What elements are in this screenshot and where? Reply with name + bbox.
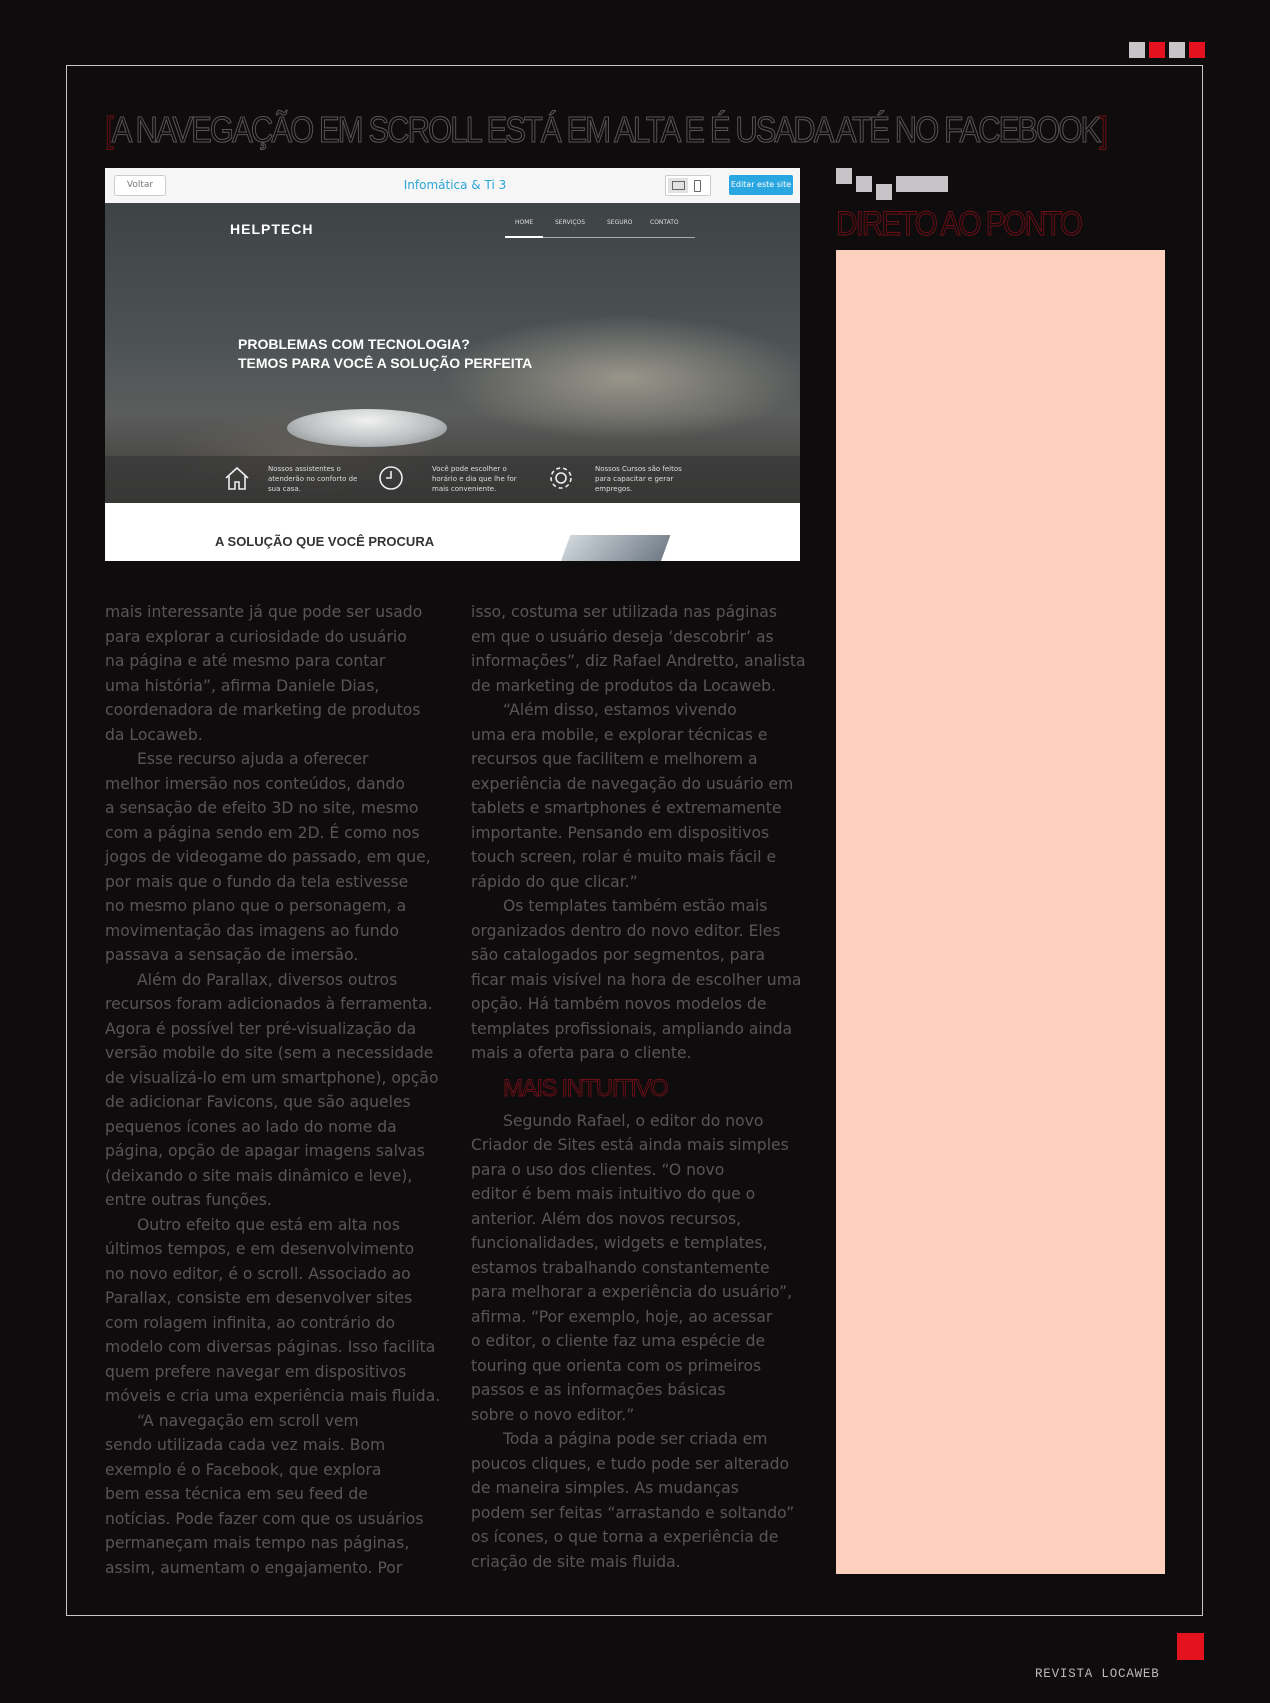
body-text-line: Parallax, consiste em desenvolver sites xyxy=(105,1289,413,1307)
body-text-line: Além do Parallax, diversos outros xyxy=(137,970,398,989)
feature-text: Nossos Cursos são feitos para capacitar e gerar empregos. xyxy=(595,465,682,493)
body-text-line: passos e as informações básicas xyxy=(471,1381,726,1399)
body-text-line: da Locaweb. xyxy=(105,725,203,744)
body-text-line: para o uso dos clientes. “O novo xyxy=(471,1160,725,1179)
solution-section xyxy=(105,503,800,561)
headline-text: A NAVEGAÇÃO EM SCROLL ESTÁ EM ALTA E É USADA ATÉ NO FACEBOOK xyxy=(111,109,1100,150)
body-text-line: em que o usuário deseja ‘descobrir’ as xyxy=(471,627,774,646)
body-text-line: versão mobile do site (sem a necessidade xyxy=(105,1044,434,1062)
body-text-line: para explorar a curiosidade do usuário xyxy=(105,627,407,646)
body-text-line: templates profissionais, ampliando ainda xyxy=(471,1019,793,1038)
deco-square xyxy=(1149,42,1165,58)
body-text-line: com rolagem infinita, ao contrário do xyxy=(105,1313,396,1332)
body-text-line: uma era mobile, e explorar técnicas e xyxy=(471,725,768,744)
solution-title: A SOLUÇÃO QUE VOCÊ PROCURA xyxy=(215,534,435,549)
article-headline xyxy=(105,108,1107,152)
footer-red-square xyxy=(1177,1633,1204,1660)
nav-item-seguro[interactable]: SEGURO xyxy=(607,219,633,226)
body-text-line: a sensação de efeito 3D no site, mesmo xyxy=(105,799,419,817)
body-text-line: anterior. Além dos novos recursos, xyxy=(471,1209,742,1228)
nav-item-contato[interactable]: CONTATO xyxy=(650,219,679,226)
body-text-line: recursos que facilitem e melhorem a xyxy=(471,750,758,768)
body-text-line: ficar mais visível na hora de escolher uma xyxy=(471,970,802,989)
body-text-line: Toda a página pode ser criada em xyxy=(503,1430,768,1448)
body-text-line: Agora é possível ter pré-visualização da xyxy=(105,1019,417,1038)
body-text-line: de visualizá-lo em um smartphone), opção xyxy=(105,1068,439,1087)
body-text-line: passava a sensação de imersão. xyxy=(105,946,359,964)
body-text-line: mais a oferta para o cliente. xyxy=(471,1044,692,1062)
body-text-line: com a página sendo em 2D. É como nos xyxy=(105,823,420,842)
body-text-line: melhor imersão nos conteúdos, dando xyxy=(105,774,405,793)
body-text-line: Esse recurso ajuda a oferecer xyxy=(137,750,369,768)
body-text-line: coordenadora de marketing de produtos xyxy=(105,701,421,719)
body-text-line: notícias. Pode fazer com que os usuários xyxy=(105,1509,424,1528)
clock-icon xyxy=(377,464,405,492)
hero-text xyxy=(238,335,532,373)
device-toggle[interactable] xyxy=(665,175,711,196)
body-text-line: Segundo Rafael, o editor do novo xyxy=(503,1111,764,1130)
body-text-line: podem ser feitas “arrastando e soltando” xyxy=(471,1503,795,1522)
body-text-line: entre outras funções. xyxy=(105,1191,272,1209)
gear-icon xyxy=(547,464,575,492)
body-text-line: organizados dentro do novo editor. Eles xyxy=(471,921,781,940)
body-text-line: Criador de Sites está ainda mais simples xyxy=(471,1136,789,1154)
edit-site-button[interactable]: Editar este site xyxy=(729,175,793,195)
nav-item-home[interactable]: HOME xyxy=(515,219,534,226)
body-text-line: no mesmo plano que o personagem, a xyxy=(105,897,407,915)
editor-toolbar xyxy=(105,168,800,204)
site-editor-screenshot xyxy=(105,168,800,561)
body-text-line: afirma. “Por exemplo, hoje, ao acessar xyxy=(471,1307,773,1326)
body-text-line: criação de site mais fluida. xyxy=(471,1552,681,1571)
body-text-line: experiência de navegação do usuário em xyxy=(471,774,794,793)
body-text-line: página, opção de apagar imagens salvas xyxy=(105,1142,425,1160)
body-text-line: últimos tempos, e em desenvolvimento xyxy=(105,1240,415,1258)
body-text-line: recursos foram adicionados à ferramenta. xyxy=(105,995,433,1013)
column-2-part-2 xyxy=(471,1109,806,1575)
footer-publication: REVISTA LOCAWEB xyxy=(1035,1667,1160,1681)
body-text-line: jogos de videogame do passado, em que, xyxy=(105,848,431,866)
body-text-line: Outro efeito que está em alta nos xyxy=(137,1215,400,1234)
body-text-line: rápido do que clicar.” xyxy=(471,872,638,891)
article-column-1 xyxy=(105,600,440,1580)
column-2-part-1 xyxy=(471,600,806,1066)
mobile-icon[interactable] xyxy=(694,180,701,192)
body-text-line: bem essa técnica em seu feed de xyxy=(105,1485,368,1503)
article-column-2 xyxy=(471,600,806,1574)
body-text-line: de marketing de produtos da Locaweb. xyxy=(471,676,777,695)
body-text-line: assim, aumentam o engajamento. Por xyxy=(105,1558,403,1577)
site-logo: HELPTECH xyxy=(230,221,314,237)
body-text-line: para melhorar a experiência do usuário”, xyxy=(471,1283,793,1301)
section-subhead: MAIS INTUITIVO xyxy=(503,1074,668,1102)
body-text-line: os ícones, o que torna a experiência de xyxy=(471,1528,779,1546)
nav-item-servicos[interactable]: SERVIÇOS xyxy=(555,219,586,226)
body-text-line: funcionalidades, widgets e templates, xyxy=(471,1234,768,1252)
body-text-line: movimentação das imagens ao fundo xyxy=(105,921,400,940)
desktop-icon[interactable] xyxy=(668,178,688,193)
feature-text: Nossos assistentes o atenderão no conforto de sua casa. xyxy=(268,465,358,493)
deco-square xyxy=(1129,42,1145,58)
body-text-line: uma história”, afirma Daniele Dias, xyxy=(105,676,380,695)
device-image xyxy=(560,535,671,561)
body-text-line: por mais que o fundo da tela estivesse xyxy=(105,872,409,891)
features-strip xyxy=(105,456,800,503)
body-text-line: o editor, o cliente faz uma espécie de xyxy=(471,1332,766,1350)
body-text-line: móveis e cria uma experiência mais fluida. xyxy=(105,1387,441,1405)
site-title: Infomática & Ti 3 xyxy=(403,178,507,192)
deco-square xyxy=(1189,42,1205,58)
hero-line-2: TEMOS PARA VOCÊ A SOLUÇÃO PERFEITA xyxy=(238,355,533,371)
sidebar-deco-bar xyxy=(896,176,948,192)
sidebar-deco-square xyxy=(876,184,892,200)
body-text-line: quem prefere navegar em dispositivos xyxy=(105,1362,407,1381)
feature-text: Você pode escolher o horário e dia que lhe for mais conveniente. xyxy=(432,465,517,493)
body-text-line: touch screen, rolar é muito mais fácil e xyxy=(471,848,777,866)
body-text-line: “A navegação em scroll vem xyxy=(137,1411,359,1430)
body-text-line: de maneira simples. As mudanças xyxy=(471,1479,739,1497)
body-text-line: são catalogados por segmentos, para xyxy=(471,946,766,964)
body-text-line: tablets e smartphones é extremamente xyxy=(471,799,782,817)
body-text-line: pequenos ícones ao lado do nome da xyxy=(105,1117,397,1136)
body-text-line: informações”, diz Rafael Andretto, analista xyxy=(471,652,806,670)
deco-square xyxy=(1169,42,1185,58)
back-button[interactable]: Voltar xyxy=(114,175,166,196)
sidebar-deco-square xyxy=(836,168,852,184)
body-text-line: isso, costuma ser utilizada nas páginas xyxy=(471,603,777,621)
sidebar-deco-square xyxy=(856,176,872,192)
body-text-line: touring que orienta com os primeiros xyxy=(471,1356,762,1375)
nav-active-underline xyxy=(505,236,543,238)
body-text-line: poucos cliques, e tudo pode ser alterado xyxy=(471,1454,790,1473)
site-nav xyxy=(505,219,695,238)
body-text-line: mais interessante já que pode ser usado xyxy=(105,603,423,621)
sidebar-title: DIRETO AO PONTO xyxy=(836,205,1081,243)
hero-line-1: PROBLEMAS COM TECNOLOGIA? xyxy=(238,336,470,352)
body-text-line: Os templates também estão mais xyxy=(503,897,768,915)
body-text-line: importante. Pensando em dispositivos xyxy=(471,823,770,842)
body-text-line: permaneçam mais tempo nas páginas, xyxy=(105,1534,410,1552)
body-text-line: “Além disso, estamos vivendo xyxy=(503,701,737,719)
home-icon xyxy=(223,464,251,492)
body-text-line: na página e até mesmo para contar xyxy=(105,652,386,670)
body-text-line: editor é bem mais intuitivo do que o xyxy=(471,1185,756,1203)
body-text-line: de adicionar Favicons, que são aqueles xyxy=(105,1093,411,1111)
body-text-line: sobre o novo editor.” xyxy=(471,1405,635,1424)
headline-close-bracket: ] xyxy=(1099,109,1107,150)
body-text-line: sendo utilizada cada vez mais. Bom xyxy=(105,1436,386,1454)
sidebar-box xyxy=(836,250,1165,1574)
body-text-line: no novo editor, é o scroll. Associado ao xyxy=(105,1264,411,1283)
hero-banner xyxy=(105,203,800,503)
mouse-photo xyxy=(287,409,447,447)
body-text-line: exemplo é o Facebook, que explora xyxy=(105,1460,382,1479)
body-text-line: modelo com diversas páginas. Isso facilita xyxy=(105,1338,436,1356)
headline-open-bracket: [ xyxy=(105,109,112,150)
body-text-line: estamos trabalhando constantemente xyxy=(471,1258,770,1277)
body-text-line: (deixando o site mais dinâmico e leve), xyxy=(105,1166,413,1185)
body-text-line: opção. Há também novos modelos de xyxy=(471,995,767,1013)
